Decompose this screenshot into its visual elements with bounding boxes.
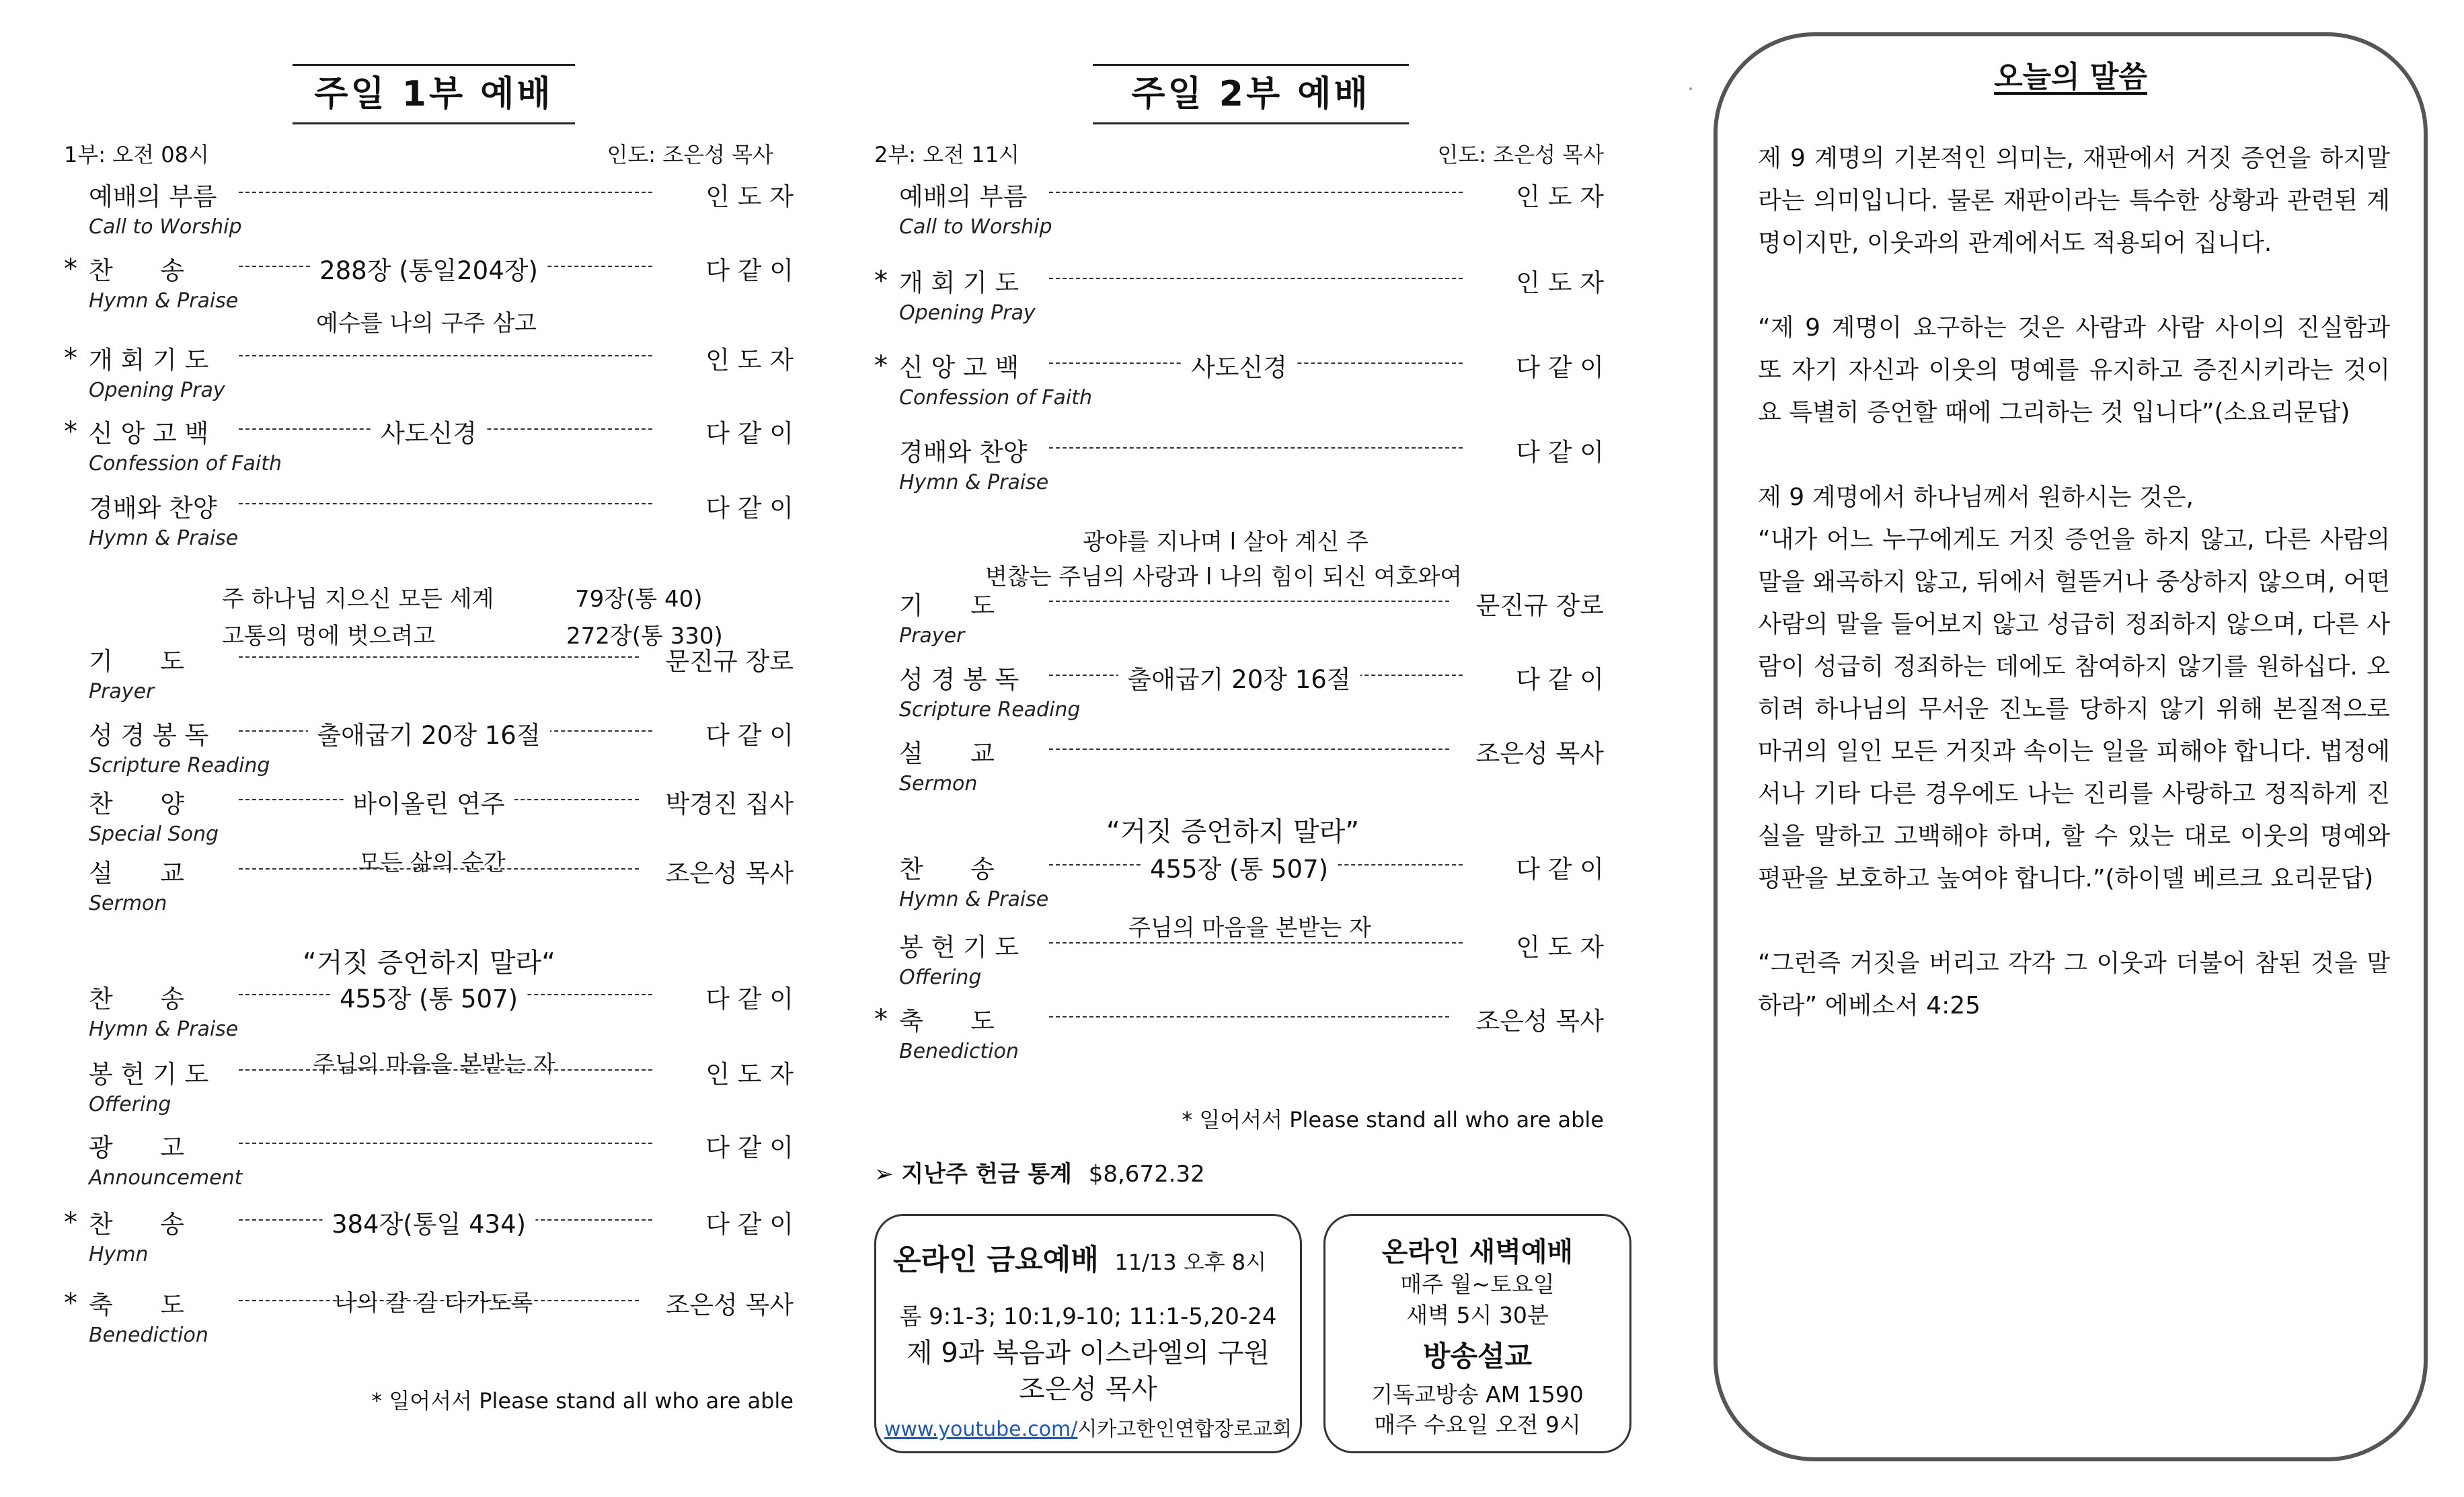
leader-dashes <box>1049 942 1463 944</box>
order-item-role: 다 같 이 <box>705 419 794 448</box>
order-item-english: Benediction <box>899 1040 1019 1063</box>
order-item-role: 조은성 목사 <box>665 1291 794 1319</box>
service2-praise-line1: 광야를 지나며 l 살아 계신 주 <box>1083 529 1369 555</box>
order-item <box>874 659 1604 693</box>
service2-sermon-title: “거짓 증언하지 말라” <box>1106 816 1359 847</box>
stray-dot <box>1689 87 1692 90</box>
dawn-service-box <box>1323 1214 1631 1453</box>
service2-hymn-title: 주님의 마음을 본받는 자 <box>1128 915 1371 942</box>
order-item-english: Announcement <box>89 1166 243 1190</box>
friday-service-box <box>874 1214 1302 1453</box>
dawn-time: 새벽 5시 30분 <box>1406 1302 1549 1328</box>
service1-header <box>64 138 794 171</box>
order-item <box>874 733 1604 767</box>
order-item <box>64 176 794 210</box>
service1-special-title: 모든 삶의 순간 <box>358 849 506 876</box>
order-item <box>874 262 1604 296</box>
order-item-role: 문진규 장로 <box>1475 591 1604 620</box>
order-item-english: Offering <box>89 1093 171 1116</box>
order-item-english: Hymn & Praise <box>89 527 239 550</box>
order-item <box>874 347 1604 381</box>
order-item-english: Sermon <box>89 892 167 915</box>
order-item <box>64 978 794 1012</box>
order-item <box>874 1001 1604 1034</box>
order-item <box>874 849 1604 882</box>
stand-marker: * <box>874 266 888 297</box>
order-item-name: 예배의 부름 <box>89 182 217 211</box>
order-item-name: 기 도 <box>899 591 995 620</box>
order-item-detail: 출애굽기 20장 16절 <box>307 715 549 751</box>
order-item-english: Call to Worship <box>899 215 1052 239</box>
order-item-name: 성 경 봉 독 <box>899 665 1019 694</box>
stand-marker: * <box>874 350 888 381</box>
order-item-english: Benediction <box>89 1323 208 1347</box>
order-item-role: 인 도 자 <box>1516 933 1604 962</box>
stand-marker: * <box>64 1207 77 1238</box>
order-item-role: 인 도 자 <box>705 1060 794 1089</box>
todays-word-title: 오늘의 말씀 <box>1994 60 2147 94</box>
order-item-detail: 바이올린 연주 <box>343 783 514 820</box>
order-item-name: 봉 헌 기 도 <box>89 1060 209 1089</box>
order-item-english: Sermon <box>899 772 978 796</box>
leader-dashes <box>239 1143 652 1144</box>
order-item-name: 신 앙 고 백 <box>899 353 1019 382</box>
service2-title: 주일 2부 예배 <box>1093 64 1409 124</box>
leader-dashes <box>1049 1016 1449 1018</box>
order-item-role: 다 같 이 <box>1516 665 1604 694</box>
dawn-days: 매주 월~토요일 <box>1400 1271 1555 1297</box>
order-item-name: 광 고 <box>89 1133 185 1162</box>
order-item-name: 신 앙 고 백 <box>89 419 209 448</box>
order-item-english: Hymn & Praise <box>899 471 1049 494</box>
order-item-english: Call to Worship <box>89 215 242 239</box>
word-paragraph-3-quote: “내가 어느 누구에게도 거짓 증언을 하지 않고, 다른 사람의 말을 왜곡하지 않고, 뒤에서 헐뜯거나 중상하지 않으며, 어떤 사람의 말을 들어보지 않고 성급히 정죄하지 않으며, 다른 사람이 성급히 정죄하는 데에도 참여하지 않기를 원하십다. 오히려 하나님의 무서운 진노를 당하지 않기 위해 본질적으로 마귀의 일인 모든 거짓과 속이는 일을 피해야 합니다. 법정에서나 기타 다른 경우에도 나는 진리를 사랑하고 정직하게 진실을 말하고 고백해야 하며, 할 수 있는 대로 이웃의 명예와 평판을 보호하고 높여야 합니다.”(하이델 베르크 요리문답) <box>1758 526 2390 892</box>
service2-leader: 인도: 조은성 목사 <box>1437 142 1604 167</box>
friday-title: 온라인 금요예배 <box>893 1243 1099 1277</box>
service2-stand-note: * 일어서서 Please stand all who are able <box>1182 1107 1604 1133</box>
order-item-role: 다 같 이 <box>705 1210 794 1239</box>
order-item-english: Prayer <box>899 624 965 648</box>
todays-word-body <box>1758 137 2390 1069</box>
leader-dashes <box>239 192 652 193</box>
service1-time: 1부: 오전 08시 <box>64 142 209 167</box>
youtube-channel: 시카고한인연합장로교회 <box>1077 1418 1293 1441</box>
leader-dashes <box>239 503 652 504</box>
order-item-english: Confession of Faith <box>89 452 282 475</box>
leader-dashes <box>1049 748 1449 750</box>
order-item-name: 기 도 <box>89 647 185 676</box>
order-item-english: Hymn & Praise <box>89 289 239 313</box>
order-item-detail: 사도신경 <box>1182 347 1297 383</box>
order-item-english: Scripture Reading <box>89 754 270 777</box>
order-item-role: 인 도 자 <box>705 182 794 211</box>
leader-dashes <box>1049 447 1463 449</box>
offering-stats <box>874 1155 1205 1188</box>
word-paragraph-1: 제 9 계명의 기본적인 의미는, 재판에서 거짓 증언을 하지말라는 의미입니다. 물론 재판이라는 특수한 상황과 관련된 계명이지만, 이웃과의 관계에서도 적용되어 집니다. <box>1758 145 2390 257</box>
order-item-role: 문진규 장로 <box>665 647 794 676</box>
service2-time: 2부: 오전 11시 <box>874 142 1019 167</box>
order-item-role: 다 같 이 <box>705 494 794 523</box>
service1-hymn3-title: 나의 갈 길 다가도록 <box>334 1290 533 1317</box>
stand-marker: * <box>874 1004 888 1035</box>
order-item-english: Hymn & Praise <box>89 1018 239 1041</box>
order-item-detail: 사도신경 <box>371 413 486 449</box>
service1-praise-num2: 272장(통 330) <box>566 623 723 650</box>
order-item <box>64 340 794 373</box>
todays-word-panel <box>1714 32 2428 1461</box>
order-item-role: 다 같 이 <box>705 1133 794 1162</box>
order-item-role: 다 같 이 <box>1516 855 1604 884</box>
order-item-role: 조은성 목사 <box>665 859 794 888</box>
order-item <box>64 1127 794 1161</box>
order-item <box>64 250 794 284</box>
order-item-name: 찬 송 <box>89 985 185 1013</box>
order-item-english: Special Song <box>89 822 219 846</box>
order-item-name: 축 도 <box>89 1291 185 1319</box>
offering-amount: $8,672.32 <box>1088 1161 1205 1188</box>
order-item-detail: 455장 (통 507) <box>330 978 527 1015</box>
friday-datetime: 11/13 오후 8시 <box>1114 1250 1267 1275</box>
order-item-name: 찬 양 <box>89 790 185 818</box>
leader-dashes <box>1049 601 1449 602</box>
order-item-role: 인 도 자 <box>1516 268 1604 297</box>
order-item-name: 성 경 봉 독 <box>89 721 209 750</box>
service1-hymn2-title: 주님의 마음을 본받는 자 <box>313 1051 555 1078</box>
broadcast-schedule: 매주 수요일 오전 9시 <box>1374 1412 1581 1438</box>
order-item-role: 박경진 집사 <box>665 790 794 818</box>
order-item <box>64 488 794 521</box>
order-item <box>874 432 1604 465</box>
order-item-name: 찬 송 <box>89 256 185 285</box>
service1-stand-note: * 일어서서 Please stand all who are able <box>371 1388 794 1414</box>
order-item-english: Opening Pray <box>89 379 225 402</box>
order-item-role: 인 도 자 <box>705 346 794 375</box>
leader-dashes <box>239 656 639 658</box>
order-item-role: 조은성 목사 <box>1475 739 1604 768</box>
friday-lesson: 제 9과 복음과 이스라엘의 구원 <box>907 1338 1270 1369</box>
stand-marker: * <box>64 1288 77 1319</box>
order-item-role: 인 도 자 <box>1516 182 1604 211</box>
word-paragraph-2: “제 9 계명이 요구하는 것은 사람과 사람 사이의 진실함과 또 자기 자신과 이웃의 명예를 유지하고 증진시키라는 것이요 특별히 증언할 때에 그리하는 것 입니다”(소요리문답) <box>1758 314 2390 426</box>
friday-passage: 롬 9:1-3; 10:1,9-10; 11:1-5,20-24 <box>899 1303 1277 1330</box>
order-item-detail: 288장 (통일204장) <box>310 250 547 286</box>
order-item-role: 다 같 이 <box>705 721 794 750</box>
broadcast-title: 방송설교 <box>1422 1340 1533 1373</box>
service1-praise-song2: 고통의 멍에 벗으려고 <box>222 623 436 650</box>
order-item-name: 봉 헌 기 도 <box>899 933 1019 962</box>
order-item-english: Opening Pray <box>899 301 1036 325</box>
order-item-detail: 455장 (통 507) <box>1141 849 1338 885</box>
service1-hymn1-title: 예수를 나의 구주 삼고 <box>316 310 537 337</box>
order-item <box>64 783 794 817</box>
leader-dashes <box>1049 192 1463 193</box>
stand-marker: * <box>64 343 77 374</box>
order-item-name: 축 도 <box>899 1007 995 1036</box>
order-item <box>64 1204 794 1237</box>
order-item-english: Scripture Reading <box>899 698 1081 722</box>
arrow-bullet-icon: ➢ <box>874 1161 902 1188</box>
order-item-name: 찬 송 <box>89 1210 185 1239</box>
service1-praise-song1: 주 하나님 지으신 모든 세계 <box>222 586 494 613</box>
order-item-name: 설 교 <box>899 739 995 768</box>
order-item <box>64 715 794 748</box>
order-item-english: Prayer <box>89 680 155 703</box>
service2-header <box>874 138 1604 171</box>
dawn-title: 온라인 새벽예배 <box>1381 1237 1574 1268</box>
youtube-link[interactable]: www.youtube.com/ <box>884 1418 1078 1441</box>
order-item-name: 개 회 기 도 <box>899 268 1019 297</box>
order-item-name: 설 교 <box>89 859 185 888</box>
order-item-role: 조은성 목사 <box>1475 1007 1604 1036</box>
order-item-english: Offering <box>899 966 982 989</box>
service1-sermon-title: “거짓 증언하지 말라“ <box>303 948 555 978</box>
leader-dashes <box>239 355 652 356</box>
service1-leader: 인도: 조은성 목사 <box>607 142 773 167</box>
stand-marker: * <box>64 416 77 447</box>
service1-title: 주일 1부 예배 <box>293 64 575 124</box>
order-item <box>874 176 1604 210</box>
order-item-english: Confession of Faith <box>899 386 1093 410</box>
service1-praise-num1: 79장(통 40) <box>575 586 703 613</box>
order-item-name: 경배와 찬양 <box>899 438 1028 467</box>
order-item-detail: 384장(통일 434) <box>322 1204 535 1240</box>
order-item-name: 개 회 기 도 <box>89 346 209 375</box>
broadcast-station: 기독교방송 AM 1590 <box>1371 1381 1584 1408</box>
friday-speaker: 조은성 목사 <box>1019 1374 1157 1405</box>
order-item-detail: 출애굽기 20장 16절 <box>1118 659 1360 695</box>
order-item-role: 다 같 이 <box>705 985 794 1013</box>
order-item-name: 예배의 부름 <box>899 182 1028 211</box>
order-item-role: 다 같 이 <box>1516 353 1604 382</box>
order-item <box>64 413 794 447</box>
word-paragraph-4: “그런즉 거짓을 버리고 각각 그 이웃과 더불어 참된 것을 말하라” 에베소서 4:25 <box>1758 950 2390 1020</box>
order-item-name: 경배와 찬양 <box>89 494 217 523</box>
order-item-english: Hymn <box>89 1243 149 1266</box>
service2-praise-line2: 변찮는 주님의 사랑과 l 나의 힘이 되신 여호와여 <box>985 564 1463 590</box>
order-item-role: 다 같 이 <box>1516 438 1604 467</box>
word-paragraph-3-intro: 제 9 계명에서 하나님께서 원하시는 것은, <box>1758 484 2194 511</box>
order-item-role: 다 같 이 <box>705 256 794 285</box>
offering-label: 지난주 헌금 통계 <box>901 1161 1072 1188</box>
leader-dashes <box>1049 278 1463 279</box>
order-item-name: 찬 송 <box>899 855 995 884</box>
order-item-english: Hymn & Praise <box>899 888 1049 911</box>
stand-marker: * <box>64 254 77 284</box>
